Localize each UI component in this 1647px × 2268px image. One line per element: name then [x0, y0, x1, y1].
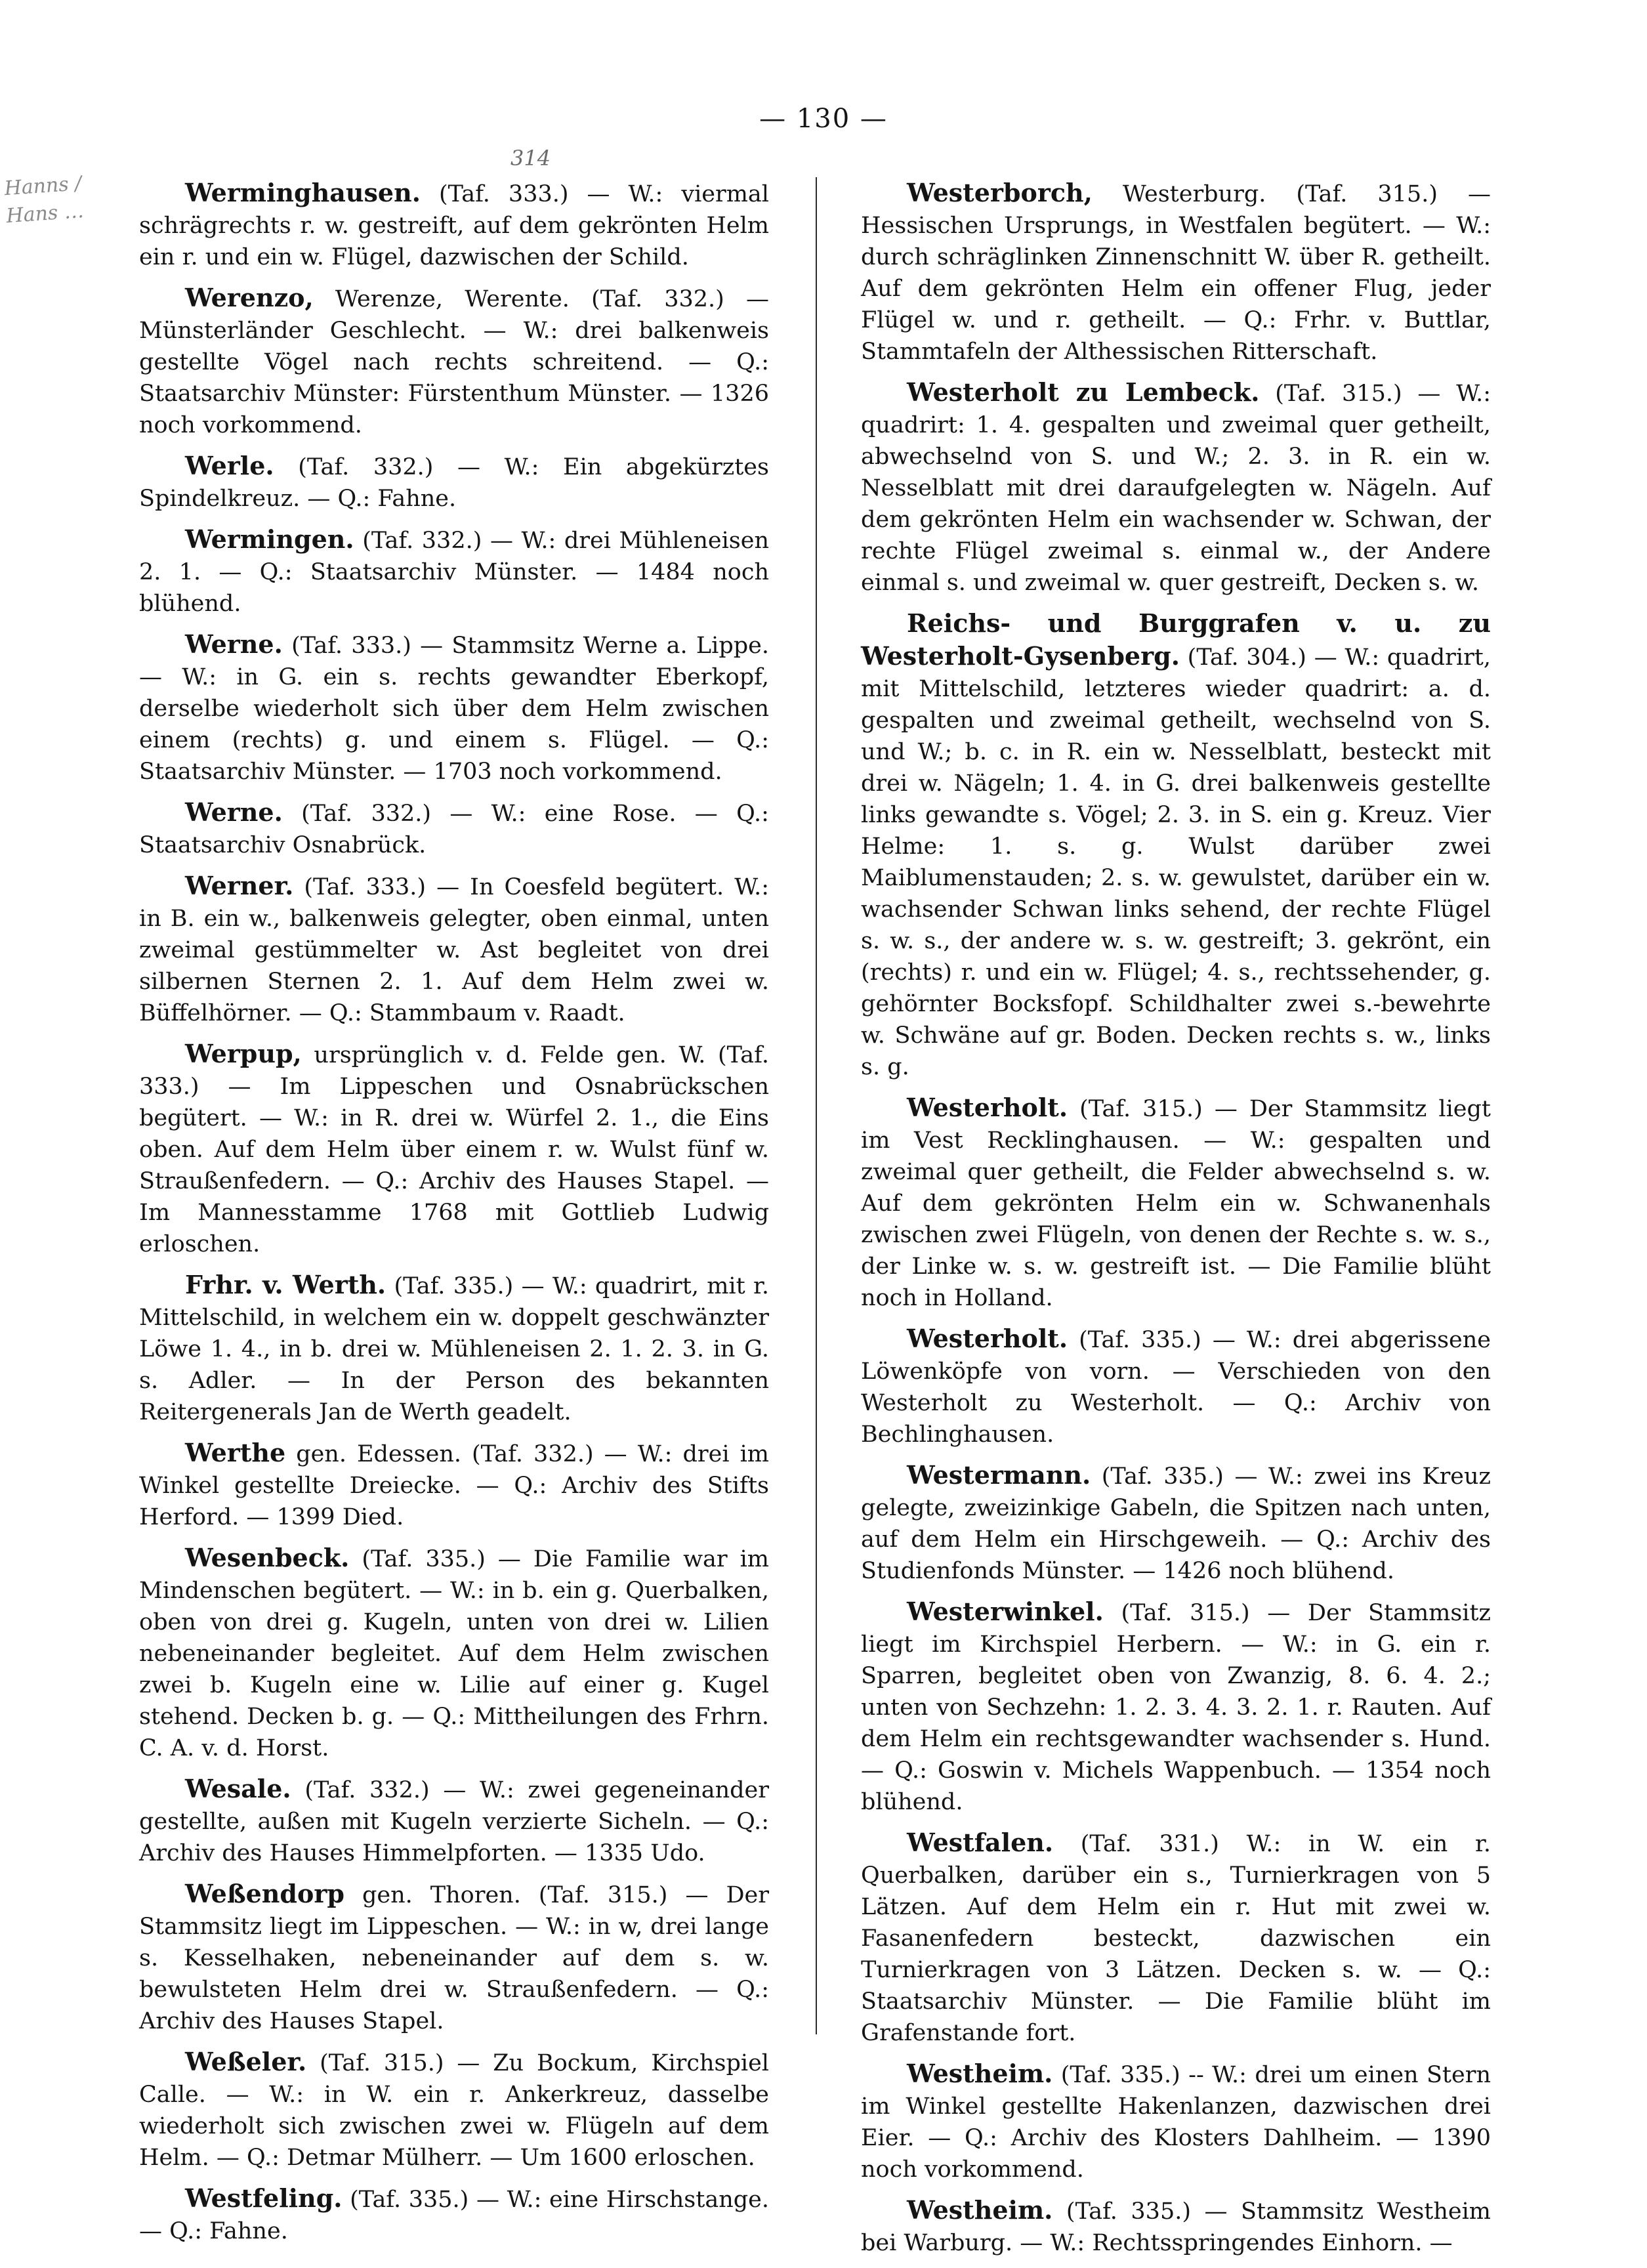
dictionary-entry [861, 1596, 1491, 1818]
dictionary-entry [139, 1269, 769, 1428]
dictionary-entry [861, 377, 1491, 598]
entry-headword: Reichs- und Burggrafen v. u. zu Westerholt-Gysenberg. [861, 608, 1491, 671]
entry-text: (Taf. 333.) — W.: viermal schrägrechts r. w. gestreift, auf dem gekrönten Helm ein r. und ein w. Flügel, dazwischen der Schild. [139, 181, 769, 270]
entry-headword: Westerwinkel. [907, 1597, 1104, 1626]
entry-text: (Taf. 335.) — Die Familie war im Mindenschen begütert. — W.: in b. ein g. Querbalken, oben von drei g. Kugeln, unten von drei w. Lilien nebeneinander begleitet. Auf dem Helm zwischen zwei b. Kugeln eine w. Lilie auf einer g. Kugel stehend. Decken b. g. — Q.: Mittheilungen des Frhrn. C. A. v. d. Horst. [139, 1546, 769, 1761]
entry-text: (Taf. 333.) — Stammsitz Werne a. Lippe. — W.: in G. ein s. rechts gewandter Eberkopf, derselbe wiederholt sich über dem Helm zwischen einem (rechts) g. und einem s. Flügel. — Q.: Staatsarchiv Münster. — 1703 noch vorkommend. [139, 633, 769, 785]
entry-headword: Weßeler. [185, 2047, 307, 2076]
entry-headword: Westermann. [907, 1460, 1091, 1490]
entry-headword: Wesale. [185, 1774, 291, 1803]
entry-headword: Wesenbeck. [185, 1543, 350, 1572]
entry-text: (Taf. 331.) W.: in W. ein r. Querbalken, darüber ein s., Turnierkragen von 5 Lätzen. Auf dem Helm ein r. Hut mit zwei w. Fasanenfedern besteckt, dazwischen ein Turnierkragen von 3 Lätzen. Decken s. w. — Q.: Staatsarchiv Münster. — Die Familie blüht im Grafenstande fort. [861, 1831, 1491, 2046]
entry-headword: Westheim. [907, 2059, 1053, 2088]
entry-text: (Taf. 335.) — W.: quadrirt, mit r. Mittelschild, in welchem ein w. doppelt geschwänzter Löwe 1. 4., in b. drei w. Mühleneisen 2. 1. 2. 3. in G. s. Adler. — In der Person des bekannten Reitergenerals Jan de Werth geadelt. [139, 1273, 769, 1425]
entry-headword: Wermingen. [185, 524, 354, 554]
dictionary-entry [139, 524, 769, 620]
entry-headword: Werne. [185, 797, 283, 827]
entry-headword: Westerholt. [907, 1093, 1068, 1122]
dictionary-entry [861, 1092, 1491, 1314]
entry-headword: Werenzo, [185, 283, 314, 312]
right-column [861, 177, 1491, 2268]
entry-headword: Westfalen. [907, 1828, 1054, 1857]
page-number: — 130 — [759, 104, 888, 134]
entry-headword: Westfeling. [185, 2183, 343, 2213]
dictionary-entry [139, 177, 769, 273]
entry-text: gen. Edessen. (Taf. 332.) — W.: drei im Winkel gestellte Dreiecke. — Q.: Archiv des Stifts Herford. — 1399 Died. [139, 1441, 769, 1530]
entry-headword: Werpup, [185, 1039, 302, 1068]
pencil-annotation: 314 [511, 146, 551, 171]
entry-text: Westerburg. (Taf. 315.) — Hessischen Ursprungs, in Westfalen begütert. — W.: durch schräglinken Zinnenschnitt W. über R. getheilt. Auf dem gekrönten Helm ein offener Flug, jeder Flügel w. und r. getheilt. — Q.: Frhr. v. Buttlar, Stammtafeln der Althessischen Ritterschaft. [861, 181, 1491, 365]
dictionary-entry [861, 2058, 1491, 2185]
entry-headword: Frhr. v. Werth. [185, 1270, 386, 1299]
dictionary-entry [139, 282, 769, 441]
column-divider [816, 177, 817, 2034]
dictionary-entry [861, 1827, 1491, 2049]
entry-text: (Taf. 335.) — W.: eine Hirschstange. — Q.: Fahne. [139, 2187, 769, 2244]
entry-text: (Taf. 332.) — W.: eine Rose. — Q.: Staatsarchiv Osnabrück. [139, 801, 769, 858]
dictionary-entry [139, 1878, 769, 2037]
margin-handwriting: Hanns / Hans … [3, 172, 85, 228]
entry-headword: Werner. [185, 871, 294, 900]
entry-headword: Werminghausen. [185, 178, 421, 207]
entry-text: (Taf. 304.) — W.: quadrirt, mit Mittelschild, letzteres wieder quadrirt: a. d. gespalten und zweimal getheilt, wechselnd von S. und W.; b. c. in R. ein w. Nesselblatt, besteckt mit drei w. Nägeln; 1. 4. in G. drei balkenweis gestellte links gewandte s. Vögel; 2. 3. in S. ein g. Kreuz. Vier Helme: 1. s. g. Wulst darüber zwei Maiblumenstauden; 2. s. w. gewulstet, darüber ein w. wachsender Schwan links sehend, der rechte Flügel s. w. s., der andere w. s. w. gestreift; 3. gekrönt, ein (rechts) r. und ein w. Flügel; 4. s., rechtssehender, g. gehörnter Bocksfopf. Schildhalter zwei s.-bewehrte w. Schwäne auf gr. Boden. Decken rechts s. w., links s. g. [861, 644, 1491, 1080]
dictionary-entry [861, 1323, 1491, 1450]
dictionary-entry [861, 2194, 1491, 2259]
entry-text: gen. Thoren. (Taf. 315.) — Der Stammsitz liegt im Lippeschen. — W.: in w, drei lange s. Kesselhaken, nebeneinander auf dem s. w. bewulsteten Helm drei w. Straußenfedern. — Q.: Archiv des Hauses Stapel. [139, 1882, 769, 2034]
entry-text: ursprünglich v. d. Felde gen. W. (Taf. 333.) — Im Lippeschen und Osnabrückschen begütert. — W.: in R. drei w. Würfel 2. 1., die Eins oben. Auf dem Helm über einem r. w. Wulst fünf w. Straußenfedern. — Q.: Archiv des Hauses Stapel. — Im Mannesstamme 1768 mit Gottlieb Ludwig erloschen. [139, 1042, 769, 1257]
dictionary-entry [861, 177, 1491, 368]
left-column [139, 177, 769, 2256]
entry-headword: Werne. [185, 629, 283, 659]
entry-text: (Taf. 315.) — Der Stammsitz liegt im Kirchspiel Herbern. — W.: in G. ein r. Sparren, begleitet oben von Zwanzig, 8. 6. 4. 2.; unten von Sechzehn: 1. 2. 3. 4. 3. 2. 1. r. Rauten. Auf dem Helm ein rechtsgewandter wachsender s. Hund. — Q.: Goswin v. Michels Wappenbuch. — 1354 noch blühend. [861, 1600, 1491, 1815]
dictionary-entry [139, 450, 769, 514]
entry-headword: Werthe [185, 1438, 286, 1467]
dictionary-entry [139, 870, 769, 1029]
entry-text: (Taf. 315.) — Zu Bockum, Kirchspiel Calle. — W.: in W. ein r. Ankerkreuz, dasselbe wiederholt sich zwischen zwei w. Flügeln auf dem Helm. — Q.: Detmar Mülherr. — Um 1600 erloschen. [139, 2050, 769, 2171]
entry-text: (Taf. 335.) -- W.: drei um einen Stern im Winkel gestellte Hakenlanzen, dazwischen drei Eier. — Q.: Archiv des Klosters Dahlheim. — 1390 noch vorkommend. [861, 2062, 1491, 2183]
entry-text: (Taf. 332.) — W.: drei Mühleneisen 2. 1. — Q.: Staatsarchiv Münster. — 1484 noch blühend. [139, 528, 769, 617]
entry-headword: Westerborch, [907, 178, 1093, 207]
entry-text: (Taf. 315.) — W.: quadrirt: 1. 4. gespalten und zweimal quer getheilt, abwechselnd von S. und W.; 2. 3. in R. ein w. Nesselblatt mit drei daraufgelegten w. Nägeln. Auf dem gekrönten Helm ein wachsender w. Schwan, der rechte Flügel zweimal s. einmal w., der Andere einmal s. und zweimal w. quer gestreift, Decken s. w. [861, 381, 1491, 596]
entry-headword: Westheim. [907, 2195, 1053, 2225]
dictionary-entry [139, 1542, 769, 1764]
entry-text: (Taf. 332.) — W.: Ein abgekürztes Spindelkreuz. — Q.: Fahne. [139, 454, 769, 512]
entry-headword: Weßendorp [185, 1879, 344, 1908]
dictionary-entry [139, 1038, 769, 1260]
dictionary-entry [139, 1773, 769, 1869]
entry-text: (Taf. 332.) — W.: zwei gegeneinander gestellte, außen mit Kugeln verzierte Sicheln. — Q.: Archiv des Hauses Himmelpforten. — 1335 Udo. [139, 1777, 769, 1866]
dictionary-entry [861, 1460, 1491, 1587]
entry-text: Werenze, Werente. (Taf. 332.) — Münsterländer Geschlecht. — W.: drei balkenweis gestellte Vögel nach rechts schreitend. — Q.: Staatsarchiv Münster: Fürstenthum Münster. — 1326 noch vorkommend. [139, 286, 769, 438]
dictionary-entry [139, 1437, 769, 1533]
entry-text: (Taf. 335.) — W.: drei abgerissene Löwenköpfe von vorn. — Verschieden von den Westerholt zu Westerholt. — Q.: Archiv von Bechlinghausen. [861, 1327, 1491, 1448]
entry-headword: Westerholt zu Lembeck. [907, 377, 1260, 407]
entry-text: (Taf. 335.) — W.: zwei ins Kreuz gelegte, zweizinkige Gabeln, die Spitzen nach unten, auf dem Helm ein Hirschgeweih. — Q.: Archiv des Studienfonds Münster. — 1426 noch blühend. [861, 1463, 1491, 1584]
entry-text: (Taf. 333.) — In Coesfeld begütert. W.: in B. ein w., balkenweis gelegter, oben einmal, unten zweimal gestümmelter w. Ast begleitet von drei silbernen Sternen 2. 1. Auf dem Helm zwei w. Büffelhörner. — Q.: Stammbaum v. Raadt. [139, 874, 769, 1026]
dictionary-entry [139, 797, 769, 861]
entry-headword: Westerholt. [907, 1324, 1068, 1353]
dictionary-entry [861, 608, 1491, 1083]
dictionary-entry [139, 2046, 769, 2174]
entry-text: (Taf. 315.) — Der Stammsitz liegt im Vest Recklinghausen. — W.: gespalten und zweimal quer getheilt, die Felder abwechselnd s. w. Auf dem gekrönten Helm ein w. Schwanenhals zwischen zwei Flügeln, von denen der Rechte s. w. s., der Linke w. s. w. gestreift ist. — Die Familie blüht noch in Holland. [861, 1096, 1491, 1311]
dictionary-entry [139, 2183, 769, 2247]
entry-headword: Werle. [185, 451, 274, 480]
dictionary-entry [139, 629, 769, 788]
entry-text: (Taf. 335.) — Stammsitz Westheim bei Warburg. — W.: Rechtsspringendes Einhorn. — [861, 2198, 1491, 2256]
